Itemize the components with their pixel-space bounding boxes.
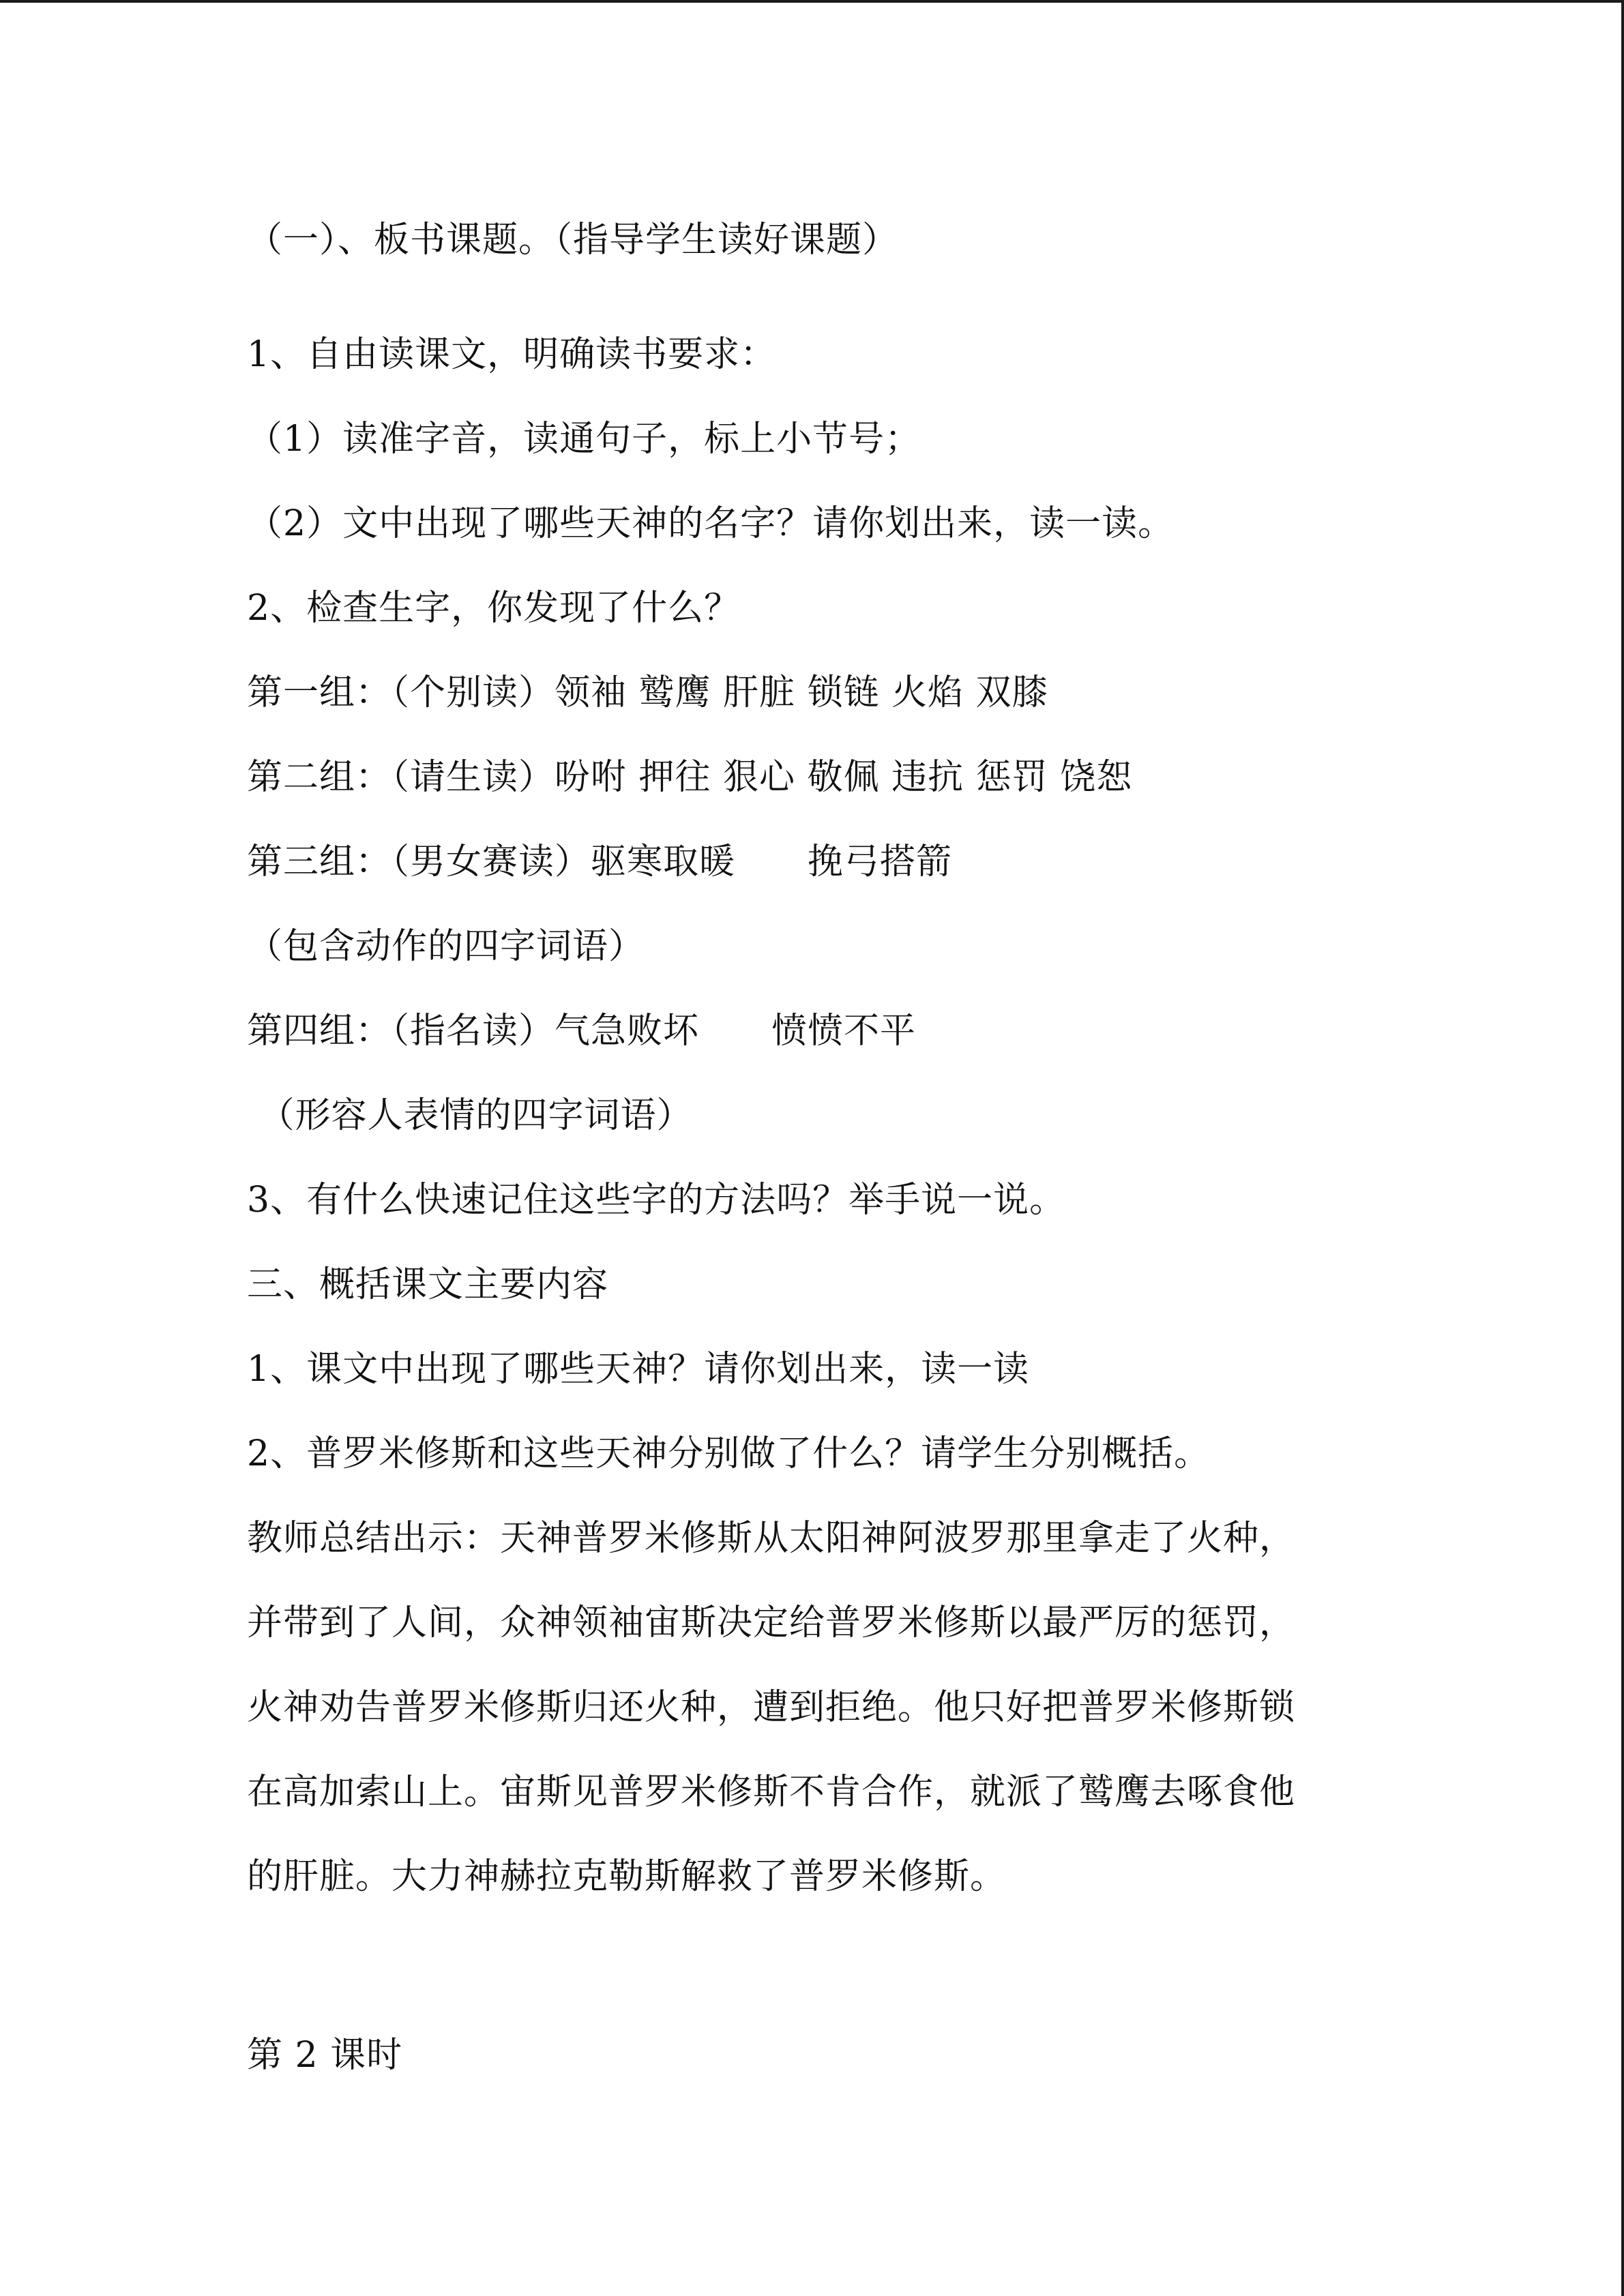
section-3-heading: 三、概括课文主要内容 [247,1264,609,1305]
summary-line-5: 的肝脏。大力神赫拉克勒斯解救了普罗米修斯。 [247,1856,1007,1897]
page-right-border [1621,0,1624,2296]
word-group-3: 第三组：（男女赛读）驱寒取暖 挽弓搭箭 [247,841,953,882]
requirement-2: （2）文中出现了哪些天神的名字？请你划出来，读一读。 [247,503,1175,544]
requirement-1: （1）读准字音，读通句子，标上小节号； [247,419,921,460]
lesson-2-heading: 第 2 课时 [247,2035,403,2076]
summary-line-3: 火神劝告普罗米修斯归还火种，遭到拒绝。他只好把普罗米修斯锁 [247,1687,1296,1728]
summary-line-1: 教师总结出示：天神普罗米修斯从太阳神阿波罗那里拿走了火种， [247,1518,1296,1559]
page-top-border [0,0,1624,3]
summary-line-2: 并带到了人间，众神领袖宙斯决定给普罗米修斯以最严厉的惩罚， [247,1602,1296,1643]
word-group-4: 第四组：（指名读）气急败坏 愤愤不平 [247,1011,917,1052]
heading-board-title: （一）、板书课题。（指导学生读好课题） [247,220,899,260]
section-3-item-1: 1、课文中出现了哪些天神？请你划出来，读一读 [247,1349,1030,1390]
step-3-memory-methods: 3、有什么快速记住这些字的方法吗？举手说一说。 [247,1180,1066,1221]
word-group-1: 第一组：（个别读）领袖 鹫鹰 肝脏 锁链 火焰 双膝 [247,672,1048,713]
word-group-2: 第二组：（请生读）吩咐 押往 狠心 敬佩 违抗 惩罚 饶恕 [247,757,1133,798]
step-2-check-characters: 2、检查生字，你发现了什么？ [247,588,741,629]
word-group-4-note: （形容人表情的四字词语） [247,1095,693,1136]
step-1-free-reading: 1、自由读课文，明确读书要求： [247,334,777,375]
word-group-3-note: （包含动作的四字词语） [247,926,645,967]
summary-line-4: 在高加索山上。宙斯见普罗米修斯不肯合作，就派了鹫鹰去啄食他 [247,1772,1296,1813]
section-3-item-2: 2、普罗米修斯和这些天神分别做了什么？请学生分别概括。 [247,1433,1211,1474]
